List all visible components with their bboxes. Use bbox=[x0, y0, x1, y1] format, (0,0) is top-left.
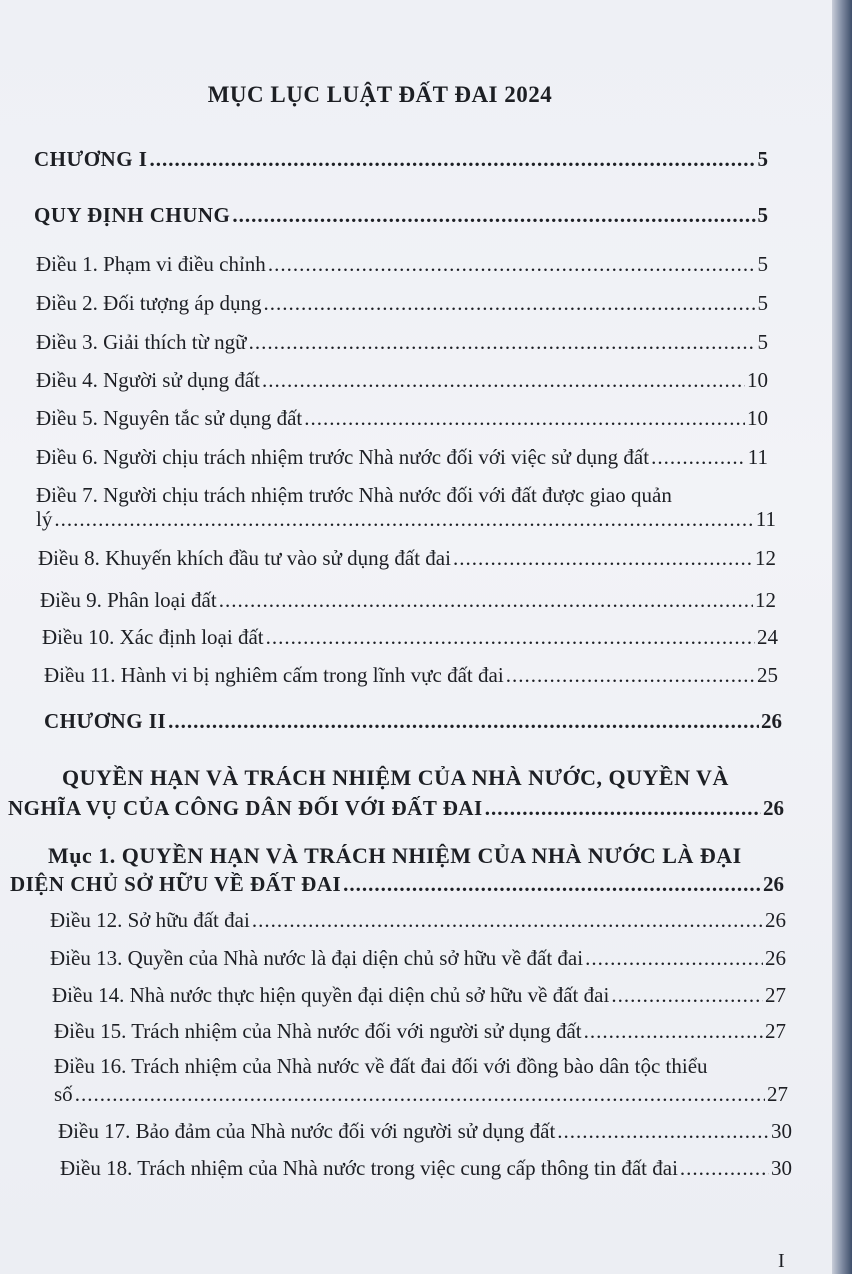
toc-entry-label: NGHĨA VỤ CỦA CÔNG DÂN ĐỐI VỚI ĐẤT ĐAI bbox=[8, 796, 483, 820]
toc-entry-chapter-1[interactable] bbox=[34, 146, 768, 172]
dot-leader bbox=[585, 945, 763, 971]
toc-entry-article-16-line1[interactable]: Điều 16. Trách nhiệm của Nhà nước về đất đai đối với đồng bào dân tộc thiểu bbox=[54, 1054, 708, 1078]
dot-leader bbox=[263, 290, 755, 316]
toc-entry-label: số bbox=[54, 1082, 73, 1106]
toc-entry-page: 12 bbox=[755, 588, 776, 612]
toc-entry-page: 5 bbox=[757, 291, 768, 315]
toc-entry-article-5[interactable] bbox=[36, 405, 768, 431]
toc-entry-label: Điều 9. Phân loại đất bbox=[40, 588, 217, 612]
toc-entry-article-8[interactable] bbox=[38, 545, 776, 571]
page-number: I bbox=[778, 1250, 785, 1272]
toc-entry-page: 5 bbox=[757, 203, 768, 227]
toc-entry-chapter-2-title[interactable] bbox=[8, 795, 784, 821]
toc-entry-page: 11 bbox=[747, 445, 768, 469]
toc-entry-label: Điều 11. Hành vi bị nghiêm cấm trong lĩnh vực đất đai bbox=[44, 663, 504, 687]
toc-entry-label: Điều 8. Khuyến khích đầu tư vào sử dụng đất đai bbox=[38, 546, 451, 570]
toc-entry-page: 30 bbox=[771, 1119, 792, 1143]
toc-entry-page: 12 bbox=[755, 546, 776, 570]
dot-leader bbox=[219, 587, 753, 613]
toc-entry-label: Điều 4. Người sử dụng đất bbox=[36, 368, 261, 392]
toc-entry-page: 24 bbox=[757, 625, 778, 649]
toc-entry-page: 10 bbox=[747, 406, 768, 430]
toc-entry-page: 10 bbox=[747, 368, 768, 392]
toc-entry-article-6[interactable] bbox=[36, 444, 768, 470]
toc-entry-label: CHƯƠNG II bbox=[44, 709, 167, 733]
toc-entry-article-18[interactable] bbox=[60, 1155, 792, 1181]
dot-leader bbox=[266, 624, 755, 650]
toc-title: MỤC LỤC LUẬT ĐẤT ĐAI 2024 bbox=[207, 82, 553, 107]
toc-entry-page: 26 bbox=[761, 709, 782, 733]
dot-leader bbox=[651, 444, 746, 470]
dot-leader bbox=[485, 795, 761, 821]
toc-entry-label: Điều 15. Trách nhiệm của Nhà nước đối với người sử dụng đất bbox=[54, 1019, 582, 1043]
toc-entry-page: 5 bbox=[757, 252, 768, 276]
toc-entry-article-7-line1[interactable]: Điều 7. Người chịu trách nhiệm trước Nhà nước đối với đất được giao quản bbox=[36, 483, 672, 507]
dot-leader bbox=[584, 1018, 763, 1044]
toc-entry-label: Điều 3. Giải thích từ ngữ bbox=[36, 330, 247, 354]
dot-leader bbox=[304, 405, 745, 431]
toc-entry-article-11[interactable] bbox=[44, 662, 778, 688]
dot-leader bbox=[262, 367, 745, 393]
dot-leader bbox=[557, 1118, 769, 1144]
toc-entry-page: 27 bbox=[765, 1019, 786, 1043]
toc-entry-article-12[interactable] bbox=[50, 907, 786, 933]
toc-entry-label: Điều 14. Nhà nước thực hiện quyền đại diện chủ sở hữu về đất đai bbox=[52, 983, 610, 1007]
toc-entry-article-14[interactable] bbox=[52, 982, 786, 1008]
toc-entry-page: 27 bbox=[767, 1082, 788, 1106]
toc-entry-article-10[interactable] bbox=[42, 624, 778, 650]
toc-entry-label: lý bbox=[36, 507, 53, 531]
toc-entry-article-17[interactable] bbox=[58, 1118, 792, 1144]
toc-entry-article-3[interactable] bbox=[36, 329, 768, 355]
toc-entry-label: Điều 1. Phạm vi điều chỉnh bbox=[36, 252, 266, 276]
dot-leader bbox=[75, 1081, 765, 1107]
toc-entry-page: 11 bbox=[755, 507, 776, 531]
toc-entry-article-9[interactable] bbox=[40, 587, 776, 613]
toc-entry-page: 5 bbox=[757, 147, 768, 171]
toc-entry-label: Điều 5. Nguyên tắc sử dụng đất bbox=[36, 406, 303, 430]
toc-entry-page: 26 bbox=[763, 872, 784, 896]
dot-leader bbox=[168, 708, 759, 734]
page-edge bbox=[832, 0, 852, 1274]
toc-entry-article-16[interactable] bbox=[54, 1081, 788, 1107]
dot-leader bbox=[611, 982, 763, 1008]
toc-entry-article-1[interactable] bbox=[36, 251, 768, 277]
toc-entry-article-7[interactable] bbox=[36, 506, 776, 532]
toc-entry-section-1[interactable] bbox=[10, 871, 784, 897]
dot-leader bbox=[149, 146, 755, 172]
toc-entry-page: 25 bbox=[757, 663, 778, 687]
toc-entry-label: DIỆN CHỦ SỞ HỮU VỀ ĐẤT ĐAI bbox=[10, 872, 342, 896]
dot-leader bbox=[252, 907, 763, 933]
toc-entry-label: Điều 13. Quyền của Nhà nước là đại diện chủ sở hữu về đất đai bbox=[50, 946, 584, 970]
dot-leader bbox=[232, 202, 755, 228]
toc-entry-page: 27 bbox=[765, 983, 786, 1007]
dot-leader bbox=[54, 506, 753, 532]
dot-leader bbox=[680, 1155, 769, 1181]
toc-entry-label: Điều 17. Bảo đảm của Nhà nước đối với người sử dụng đất bbox=[58, 1119, 556, 1143]
toc-entry-label: Điều 12. Sở hữu đất đai bbox=[50, 908, 250, 932]
dot-leader bbox=[343, 871, 761, 897]
toc-entry-page: 26 bbox=[765, 908, 786, 932]
dot-leader bbox=[453, 545, 753, 571]
toc-entry-page: 30 bbox=[771, 1156, 792, 1180]
toc-entry-label: CHƯƠNG I bbox=[34, 147, 148, 171]
dot-leader bbox=[268, 251, 756, 277]
toc-entry-article-4[interactable] bbox=[36, 367, 768, 393]
dot-leader bbox=[249, 329, 756, 355]
toc-entry-article-15[interactable] bbox=[54, 1018, 786, 1044]
toc-entry-page: 26 bbox=[763, 796, 784, 820]
toc-entry-section-1-line1[interactable]: Mục 1. QUYỀN HẠN VÀ TRÁCH NHIỆM CỦA NHÀ NƯỚC LÀ ĐẠI bbox=[48, 843, 742, 868]
toc-entry-label: QUY ĐỊNH CHUNG bbox=[34, 203, 231, 227]
toc-entry-general-provisions[interactable] bbox=[34, 202, 768, 228]
toc-entry-label: Điều 10. Xác định loại đất bbox=[42, 625, 264, 649]
toc-entry-label: Điều 2. Đối tượng áp dụng bbox=[36, 291, 262, 315]
toc-entry-article-13[interactable] bbox=[50, 945, 786, 971]
dot-leader bbox=[506, 662, 755, 688]
toc-entry-chapter-2-title-line1[interactable]: QUYỀN HẠN VÀ TRÁCH NHIỆM CỦA NHÀ NƯỚC, QUYỀN VÀ bbox=[62, 765, 729, 790]
toc-entry-label: Điều 6. Người chịu trách nhiệm trước Nhà nước đối với việc sử dụng đất bbox=[36, 445, 650, 469]
toc-entry-label: Điều 18. Trách nhiệm của Nhà nước trong việc cung cấp thông tin đất đai bbox=[60, 1156, 678, 1180]
toc-entry-chapter-2[interactable] bbox=[44, 708, 782, 734]
toc-entry-page: 26 bbox=[765, 946, 786, 970]
toc-entry-article-2[interactable] bbox=[36, 290, 768, 316]
toc-entry-page: 5 bbox=[757, 330, 768, 354]
